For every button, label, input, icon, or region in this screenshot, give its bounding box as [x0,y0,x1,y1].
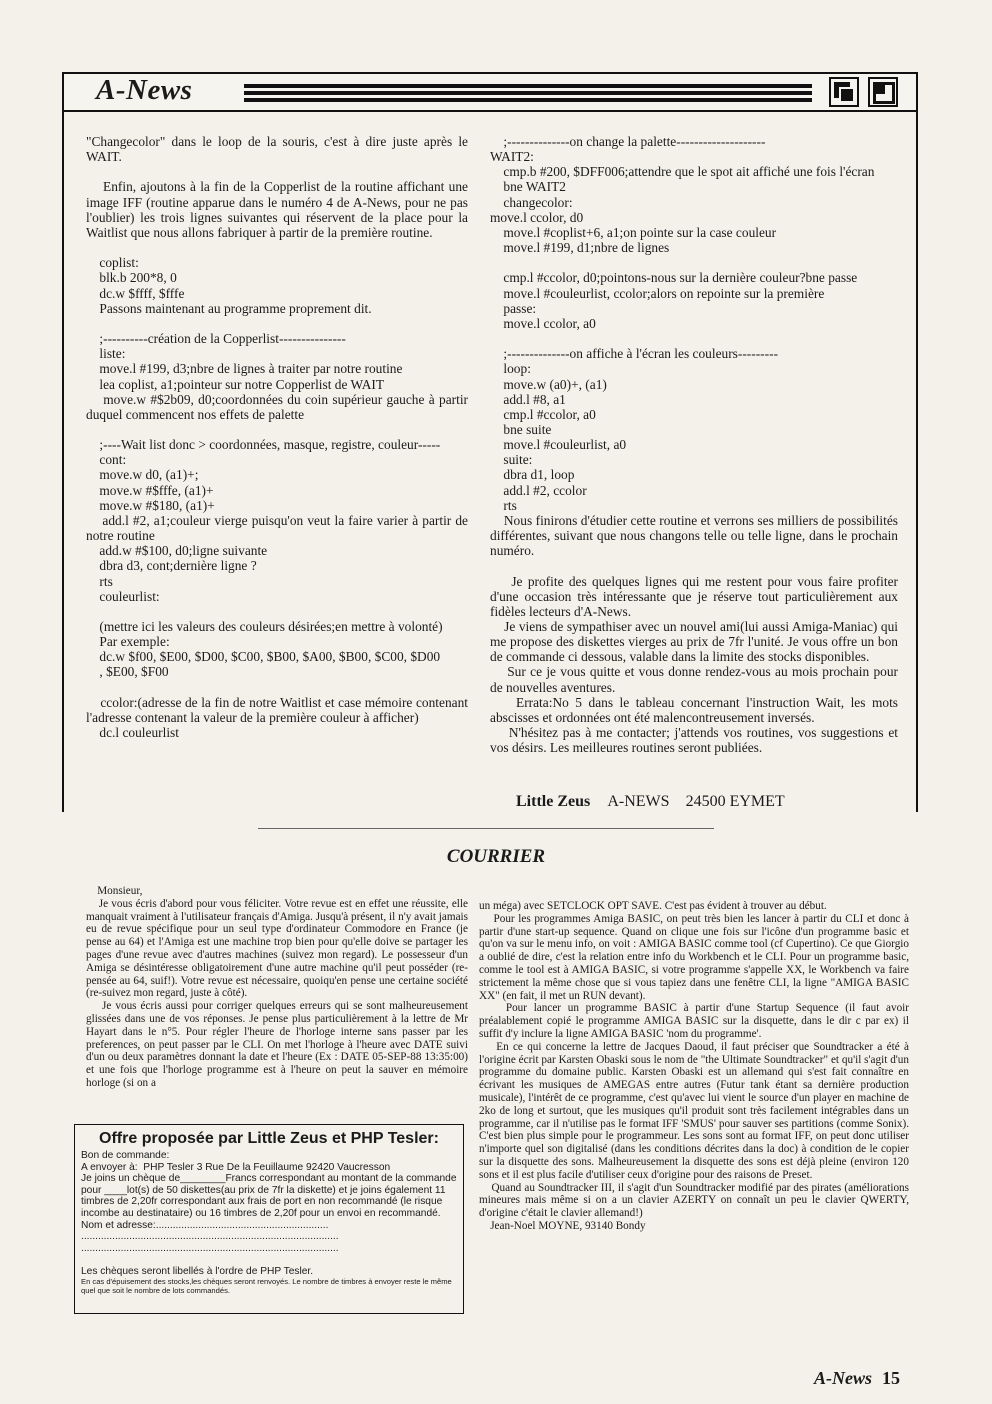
offer-lines [81,1150,460,1278]
article-paragraph [490,558,898,573]
article-paragraph [86,680,468,695]
offer-line: Je joins un chèque de________Francs correspondant au montant de la commande pour ____lot(s) de 50 diskettes(au prix de 7fr la diskette) et je joins également 11 timbres de 2,20fr correspondant aux frais de port en non recommandé (le risque incombe au destinataire) ou 16 timbres de 2,20f pour un envoi en recommandé. [81,1173,460,1219]
offer-line: ........................................................................................... [81,1231,339,1243]
article-paragraph: add.l #2, a1;couleur vierge puisqu'on veut la faire varier à partir de notre routine [86,512,472,544]
article-paragraph: Je viens de sympathiser avec un nouvel ami(lui aussi Amiga-Maniac) qui me propose des diskettes vierges au prix de 7fr l'unité. Je vous offre un bon de commande ci dessous, valable dans la limite des stocks disponibles. [490,619,902,665]
section-title: COURRIER [446,846,546,867]
section-divider [258,828,714,829]
article-paragraph: ;----------création de la Copperlist--------------- [86,331,346,347]
article-paragraph: "Changecolor" dans le loop de la souris, c'est à dire juste après le WAIT. [86,134,472,165]
offer-note: En cas d'épuisement des stocks,les chèques seront renvoyés. Le nombre de timbres à envoyer reste le même quel que soit le nombre de lots commandés. [81,1276,454,1295]
article-paragraph: dc.w $f00, $E00, $D00, $C00, $B00, $A00, $B00, $C00, $D00 [86,649,441,665]
letter-paragraph: Pour lancer un programme BASIC à partir d'une Startup Sequence (il faut avoir préalablement copié le programme AMIGA BASIC sur la disquette, dans le dir c par ex) il suffit d'y inclure la ligne AMIGA BASIC 'nom du programme'. [479,1002,912,1040]
article-paragraph: cmp.l #ccolor, d0;pointons-nous sur la dernière couleur?bne passe [490,270,858,286]
article-paragraph: loop: [490,361,531,377]
letter-paragraph: Quand au Soundtracker III, il s'agit d'un Soundtracker modifié par des pirates (améliorations mineures mais même si on a un clavier AZERTY on connaît un peu le clavier QWERTY, d'origine c'était le clavier allemand!) [479,1181,912,1220]
article-paragraph: ;--------------on affiche à l'écran les couleurs--------- [490,346,779,362]
article-paragraph: move.w (a0)+, (a1) [490,376,607,392]
article-paragraph: move.l ccolor, a0 [490,315,596,331]
header-rules [244,84,812,105]
article-paragraph: lea coplist, a1;pointeur sur notre Copperlist de WAIT [86,376,384,392]
overlapping-windows-icon [829,77,859,107]
article-paragraph: blk.b 200*8, 0 [86,270,177,286]
article-paragraph: suite: [490,452,533,468]
page-footer [814,1368,900,1389]
article-paragraph: dbra d1, loop [490,467,575,483]
window-icon [868,77,898,107]
article-paragraph: move.l #199, d1;nbre de lignes [490,240,670,256]
article-paragraph: add.l #2, ccolor [490,482,587,498]
author-org: A-NEWS [607,793,670,810]
article-paragraph: add.l #8, a1 [490,391,566,407]
article-paragraph: cmp.b #200, $DFF006;attendre que le spot ait affiché une fois l'écran [490,164,875,180]
article-paragraph: Nous finirons d'étudier cette routine et verrons ses milliers de possibilités différentes, suivant que nous changons telle ou telle ligne, dans le prochain numéro. [490,512,902,559]
article-paragraph: Par exemple: [86,634,170,650]
article-paragraph: ccolor:(adresse de la fin de notre Waitlist et case mémoire contenant l'adresse contenant la valeur de la première couleur à afficher) [86,694,472,725]
frame-left-border [62,110,64,812]
article-paragraph: move.w #$180, (a1)+ [86,497,215,513]
article-paragraph: dbra d3, cont;dernière ligne ? [86,558,257,574]
article-paragraph: move.l #coplist+6, a1;on pointe sur la case couleur [490,224,777,240]
offer-line: Les chèques seront libellés à l'ordre de PHP Tesler. [81,1266,314,1278]
letter-paragraph: Pour les programmes Amiga BASIC, on peut très bien les lancer à partir du CLI et donc à partir d'une start-up sequence. Quand on clique une fois sur l'icône d'un programme basic et qu'on va sur le menu info, on voit : AMIGA BASIC comme tool (cf Cupertino). Ce que Giorgio a oublié de dire, c'est la relation entre info du Workbench et le CLI. Pour un programme basic, comme le tool est à AMIGA BASIC, si votre programme s'appelle XX, le Workbench va faire strictement la même chose que si vous tapiez dans une fenêtre CLI, la ligne "AMIGA BASIC XX" (en fait, il met un RUN devant). [479,912,912,1002]
article-paragraph [86,240,468,255]
article-paragraph: Errata:No 5 dans le tableau concernant l'instruction Wait, les mots abscisses et ordonnées ont été malencontreusement inversés. [490,694,902,725]
article-paragraph: Sur ce je vous quitte et vous donne rendez-vous au mois prochain pour de nouvelles aventures. [490,664,902,695]
letter-paragraph: Je vous écris d'abord pour vous féliciter. Votre revue est en effet une réussite, elle manquait vraiment à l'utilisateur français d'Amiga. Jusqu'à présent, il n'y avait jamais eu de revue spécifique pour un seul type d'ordinateur Commodore en France (je pense au 64) et l'Amiga est une machine trop bien pour qu'elle doive se partager les pages d'une revue avec d'autres machines (suivez mon regard). Le possesseur d'un Amiga se désintéresse obligatoirement d'une autre machine qu'il peut posséder (re-pensée au 64, suif!). Votre revue est nécessaire, quoiqu'en pense une certaine société (re-suivez mon regard, juste à côté). [86,897,471,1000]
article-paragraph: dc.w $ffff, $fffe [86,285,185,301]
article-left-column [86,134,472,741]
article-paragraph: bne suite [490,421,552,437]
article-paragraph [86,316,468,331]
article-paragraph: , $E00, $F00 [86,664,169,680]
offer-box [74,1124,464,1314]
offer-line: Nom et adresse:............................................................. [81,1219,329,1231]
courrier-left-column [86,885,471,1090]
article-paragraph: move.w d0, (a1)+; [86,467,199,483]
article-paragraph: cont: [86,452,127,468]
article-paragraph: coplist: [86,255,139,271]
article-paragraph: ;----Wait list donc > coordonnées, masque, registre, couleur----- [86,437,441,453]
letter-paragraph: En ce qui concerne la lettre de Jacques Daoud, il faut préciser que Soundtracker a été à l'origine écrit par Karsten Obaski sous le nom de "the Ultimate Soundtracker" et qu'il s'agit d'un programme du domaine public. Karsten Obaski est un allemand qui s'est fait connaître en écrivant les musiques de AMEGAS entre autres (Futur tank étant sa dernière production musicale), l'intérêt de ce programme, c'est qu'avec lui vient le source d'un player en machine de 2ko de long et surtout, que les musiques qu'il produit sont très facilement intégrables dans un programme, car il n'utilise pas le format IFF 'SMUS' pour sauver ses partitions (comme Sonix). C'est bien plus simple pour le programmeur. Les sons sont au format IFF, on peut donc utiliser n'importe quel son digitalisé (dans les conditions décrites dans la doc) à condition de le copier sur la disquette des sons. Malheureusement la disquette des sons est déjà pleine (environ 120 sons et il est plus facile d'utiliser ceux d'origine pour des raisons de Preset. [479,1040,912,1181]
article-paragraph: add.w #$100, d0;ligne suivante [86,543,268,559]
offer-line: ........................................................................................... [81,1242,339,1254]
letter-paragraph: Monsieur, [86,885,143,897]
magazine-title: A-News [96,74,193,106]
article-paragraph: move.l #199, d3;nbre de lignes à traiter par notre routine [86,361,403,377]
article-paragraph: move.l ccolor, d0 [490,209,584,225]
author-place: 24500 EYMET [685,793,785,810]
article-signature [516,793,896,811]
article-paragraph: Enfin, ajoutons à la fin de la Copperlist de la routine affichant une image IFF (routine apparue dans le numéro 4 de A-News, pour ne pas l'oublier) les trois lignes suivantes qui réservent de la place pour la Waitlist que nous allons fabriquer à partir de la première routine. [86,179,472,240]
article-paragraph: move.l #couleurlist, a0 [490,437,627,453]
article-paragraph [86,604,468,619]
article-right-column [490,134,902,756]
frame-right-border [916,110,918,812]
article-paragraph: (mettre ici les valeurs des couleurs désirées;en mettre à volonté) [86,619,443,634]
article-paragraph: N'hésitez pas à me contacter; j'attends vos routines, vos suggestions et vos désirs. Les meilleures routines seront publiées. [490,725,902,756]
article-paragraph: bne WAIT2 [490,179,566,195]
footer-title: A-News [814,1368,872,1388]
offer-line: A envoyer à: PHP Tesler 3 Rue De la Feuillaume 92420 Vaucresson [81,1161,391,1173]
article-paragraph [490,255,898,270]
article-paragraph: rts [490,497,517,513]
letter-paragraph: un méga) avec SETCLOCK OPT SAVE. C'est pas évident à trouver au début. [479,900,827,912]
article-paragraph: WAIT2: [490,149,534,165]
article-paragraph: couleurlist: [86,588,160,604]
article-paragraph: liste: [86,346,126,362]
article-paragraph [86,164,468,179]
article-paragraph: move.l #couleurlist, ccolor;alors on repointe sur la première [490,285,825,301]
offer-line: Bon de commande: [81,1150,170,1161]
article-paragraph: changecolor: [490,194,573,210]
article-paragraph [490,331,898,346]
article-paragraph: Passons maintenant au programme proprement dit. [86,300,372,316]
author-name: Little Zeus [516,793,591,810]
letter-paragraph: Jean-Noel MOYNE, 93140 Bondy [479,1219,646,1232]
article-paragraph: move.w #$2b09, d0;coordonnées du coin supérieur gauche à partir duquel commencent nos effets de palette [86,391,472,422]
courrier-right-column [479,900,912,1233]
article-paragraph: rts [86,573,113,589]
article-paragraph [86,422,468,437]
article-paragraph: Je profite des quelques lignes qui me restent pour vous faire profiter d'une occasion très intéressante que je réserve tout particulièrement aux fidèles lecteurs d'A-News. [490,573,902,619]
article-paragraph: passe: [490,300,537,316]
article-paragraph: cmp.l #ccolor, a0 [490,406,596,422]
article-paragraph: move.w #$fffe, (a1)+ [86,482,214,498]
offer-title: Offre proposée par Little Zeus et PHP Tesler: [99,1130,439,1147]
article-paragraph: ;--------------on change la palette-------------------- [490,134,766,149]
article-paragraph: dc.l couleurlist [86,725,179,741]
letter-paragraph: Je vous écris aussi pour corriger quelques erreurs qui se sont malheureusement glissées dans une de vos réponses. Je pense plus particulièrement à la lettre de Mr Hayart dans le n°5. Pour régler l'heure de l'horloge interne sans passer par les preferences, on peut passer par le CLI. On met l'horloge à l'heure avec DATE suivi d'un ou deux paramètres donnant la date et l'heure (Ex : DATE 05-SEP-88 13:35:00) et une fois que l'horloge programme est à l'heure on peut la sauver en mémoire horloge (si on a [86,1000,471,1089]
page-number: 15 [882,1368,900,1388]
